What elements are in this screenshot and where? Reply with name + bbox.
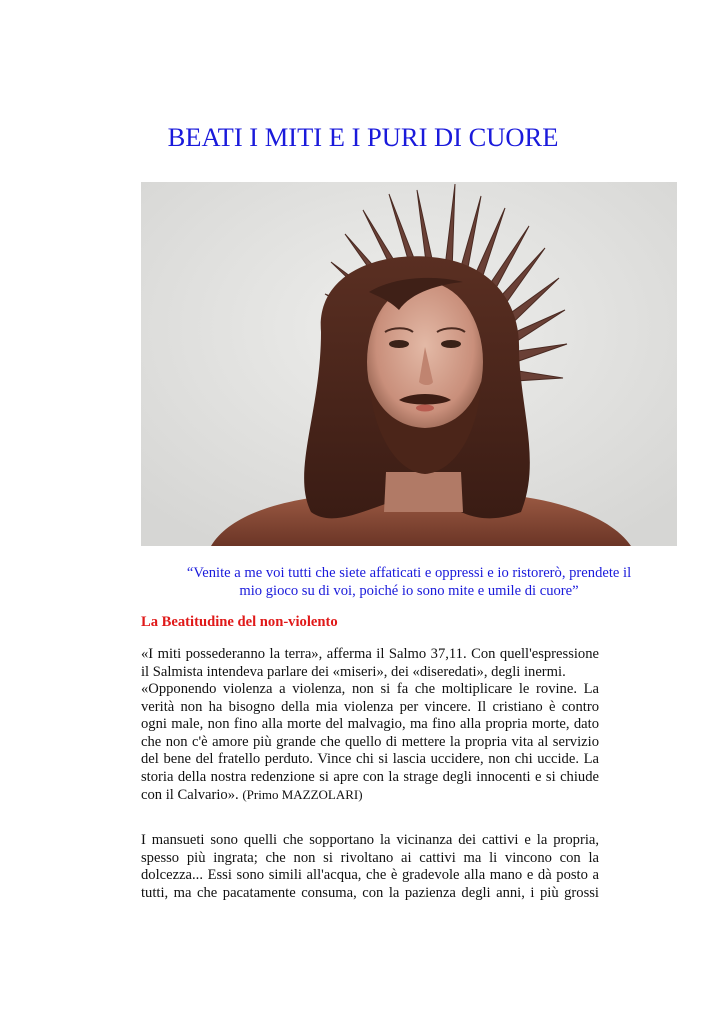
quote-line: mio gioco su di voi, poiché io sono mite e umile di cuore”	[239, 582, 579, 599]
text-line: il Salmista intendeva parlare dei «miseri», dei «diseredati», degli inermi.	[141, 663, 566, 680]
text-line: storia della nostra redenzione si apre con la strage degli innocenti e si chiude	[141, 768, 599, 785]
gospel-quote	[141, 565, 677, 600]
author-attribution: (Primo MAZZOLARI)	[242, 787, 363, 802]
text-line: spesso più ingrata; che non si rivoltano ai cattivi ma li vincono con la	[141, 849, 599, 866]
text-line: che non c'è amore più grande che quello di mettere la propria vita al servizio	[141, 733, 599, 750]
text-line: «I miti possederanno la terra», afferma il Salmo 37,11. Con quell'espressione	[141, 646, 599, 662]
text-line: del bene del fratello perduto. Vince chi si lascia uccidere, non chi uccide. La	[141, 751, 599, 767]
paragraph-salmo	[141, 646, 599, 805]
text-fragment: con il Calvario».	[141, 787, 239, 803]
section-heading: La Beatitudine del non-violento	[141, 614, 338, 630]
quote-line: “Venite a me voi tutti che siete affaticati e oppressi e io ristorerò, prendete il	[186, 565, 632, 581]
text-line-last	[141, 786, 599, 805]
page-title: BEATI I MITI E I PURI DI CUORE	[167, 122, 559, 152]
statue-photo	[141, 182, 677, 546]
text-line: ogni male, non fino alla morte del malvagio, ma fino alla propria morte, dato	[141, 716, 599, 732]
text-line: verità non ha bisogno della mia violenza per vincere. Il cristiano è contro	[141, 698, 599, 715]
paragraph-mansueti	[141, 832, 599, 902]
text-line: I mansueti sono quelli che sopportano la vicinanza dei cattivi e la propria,	[141, 832, 599, 848]
text-line: «Opponendo violenza a violenza, non si fa che moltiplicare le rovine. La	[141, 681, 599, 697]
text-line: dolcezza... Essi sono simili all'acqua, che è gradevole alla mano e dà posto a	[141, 867, 599, 883]
text-line: tutti, ma che pacatamente consuma, con la pazienza degli anni, i più grossi	[141, 884, 599, 901]
